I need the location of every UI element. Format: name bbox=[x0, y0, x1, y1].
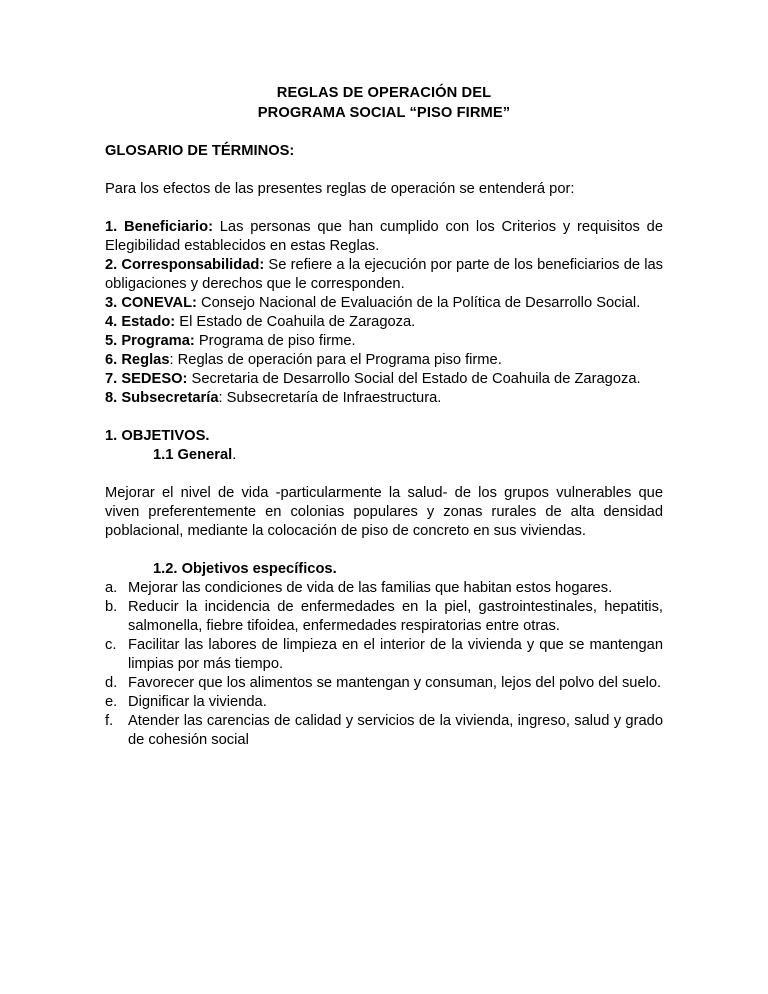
objective-list-text: Facilitar las labores de limpieza en el interior de la vivienda y que se mantengan limpias por más tiempo. bbox=[128, 637, 663, 672]
glossary-item bbox=[105, 389, 663, 408]
glossary-item bbox=[105, 294, 663, 313]
objective-list-marker: d. bbox=[105, 675, 118, 691]
glossary-item-definition: Programa de piso firme. bbox=[194, 333, 356, 349]
glossary-intro: Para los efectos de las presentes reglas de operación se entenderá por: bbox=[105, 181, 575, 197]
glossary-item-definition: Reglas de operación para el Programa piso firme. bbox=[173, 352, 502, 368]
glossary-item-term: 4. Estado: bbox=[105, 314, 176, 330]
objective-list-text: Dignificar la vivienda. bbox=[128, 694, 267, 710]
glossary-item-definition: Secretaria de Desarrollo Social del Estado de Coahuila de Zaragoza. bbox=[187, 371, 641, 387]
glossary-item-definition: Consejo Nacional de Evaluación de la Política de Desarrollo Social. bbox=[196, 295, 641, 311]
general-objective-text: Mejorar el nivel de vida -particularmente la salud- de los grupos vulnerables que viven preferentemente en colonias populares y zonas rurales de alta densidad poblacional, mediante la colocación de piso de concreto en sus viviendas. bbox=[105, 485, 663, 539]
objective-list-text: Favorecer que los alimentos se mantengan y consuman, lejos del polvo del suelo. bbox=[128, 675, 662, 691]
glossary-item-term-suffix: : bbox=[169, 352, 174, 368]
objective-list-item bbox=[105, 598, 663, 636]
glossary-item-term: 6. Reglas bbox=[105, 352, 170, 368]
glossary-item bbox=[105, 351, 663, 370]
general-objective-heading bbox=[105, 446, 663, 465]
glossary-item-term: 3. CONEVAL: bbox=[105, 295, 197, 311]
objective-list-marker: f. bbox=[105, 713, 114, 729]
glossary-item bbox=[105, 313, 663, 332]
spacer bbox=[105, 123, 663, 142]
glossary-list bbox=[105, 218, 663, 408]
spacer bbox=[105, 161, 663, 180]
glossary-item-term-suffix: : bbox=[218, 390, 223, 406]
document-body bbox=[105, 84, 663, 750]
objective-list-item bbox=[105, 712, 663, 750]
objective-list-item bbox=[105, 693, 663, 712]
objective-list-marker: b. bbox=[105, 599, 118, 615]
glossary-item-term: 8. Subsecretaría bbox=[105, 390, 219, 406]
specific-objectives-heading: 1.2. Objetivos específicos. bbox=[153, 561, 337, 577]
document-title bbox=[105, 84, 663, 123]
objective-list-item bbox=[105, 636, 663, 674]
objective-list-marker: c. bbox=[105, 637, 117, 653]
objective-list-marker: e. bbox=[105, 694, 118, 710]
general-objective-heading-trail: . bbox=[232, 447, 237, 463]
spacer bbox=[105, 199, 663, 218]
spacer bbox=[105, 408, 663, 427]
glossary-item-term: 1. Beneficiario: bbox=[105, 219, 213, 235]
glossary-item-definition: Subsecretaría de Infraestructura. bbox=[222, 390, 442, 406]
glossary-item-term: 7. SEDESO: bbox=[105, 371, 188, 387]
document-title-line-2: PROGRAMA SOCIAL “PISO FIRME” bbox=[257, 104, 511, 121]
glossary-item bbox=[105, 256, 663, 294]
document-title-line-1: REGLAS DE OPERACIÓN DEL bbox=[276, 85, 492, 101]
glossary-item bbox=[105, 332, 663, 351]
glossary-item-term: 5. Programa: bbox=[105, 333, 195, 349]
specific-objectives-list bbox=[105, 579, 663, 750]
objective-list-text: Atender las carencias de calidad y servicios de la vivienda, ingreso, salud y grado de cohesión social bbox=[128, 713, 663, 748]
glossary-item bbox=[105, 218, 663, 256]
glossary-item bbox=[105, 370, 663, 389]
glossary-item-term: 2. Corresponsabilidad: bbox=[105, 257, 265, 273]
objectives-heading: 1. OBJETIVOS. bbox=[105, 428, 210, 444]
glossary-item-definition: El Estado de Coahuila de Zaragoza. bbox=[175, 314, 416, 330]
objective-list-item bbox=[105, 674, 663, 693]
objective-list-marker: a. bbox=[105, 580, 118, 596]
spacer bbox=[105, 541, 663, 560]
objective-list-text: Mejorar las condiciones de vida de las familias que habitan estos hogares. bbox=[128, 580, 613, 596]
glossary-item-definition: Las personas que han cumplido con los Criterios y requisitos de Elegibilidad establecidos en estas Reglas. bbox=[105, 219, 663, 254]
objective-list-text: Reducir la incidencia de enfermedades en la piel, gastrointestinales, hepatitis, salmonella, fiebre tifoidea, enfermedades respiratorias entre otras. bbox=[128, 599, 663, 634]
spacer bbox=[105, 465, 663, 484]
general-objective-heading-text: 1.1 General bbox=[153, 447, 233, 463]
glossary-heading: GLOSARIO DE TÉRMINOS: bbox=[105, 143, 295, 159]
glossary-item-definition: Se refiere a la ejecución por parte de los beneficiarios de las obligaciones y derechos que le corresponden. bbox=[105, 257, 663, 292]
objective-list-item bbox=[105, 579, 663, 598]
